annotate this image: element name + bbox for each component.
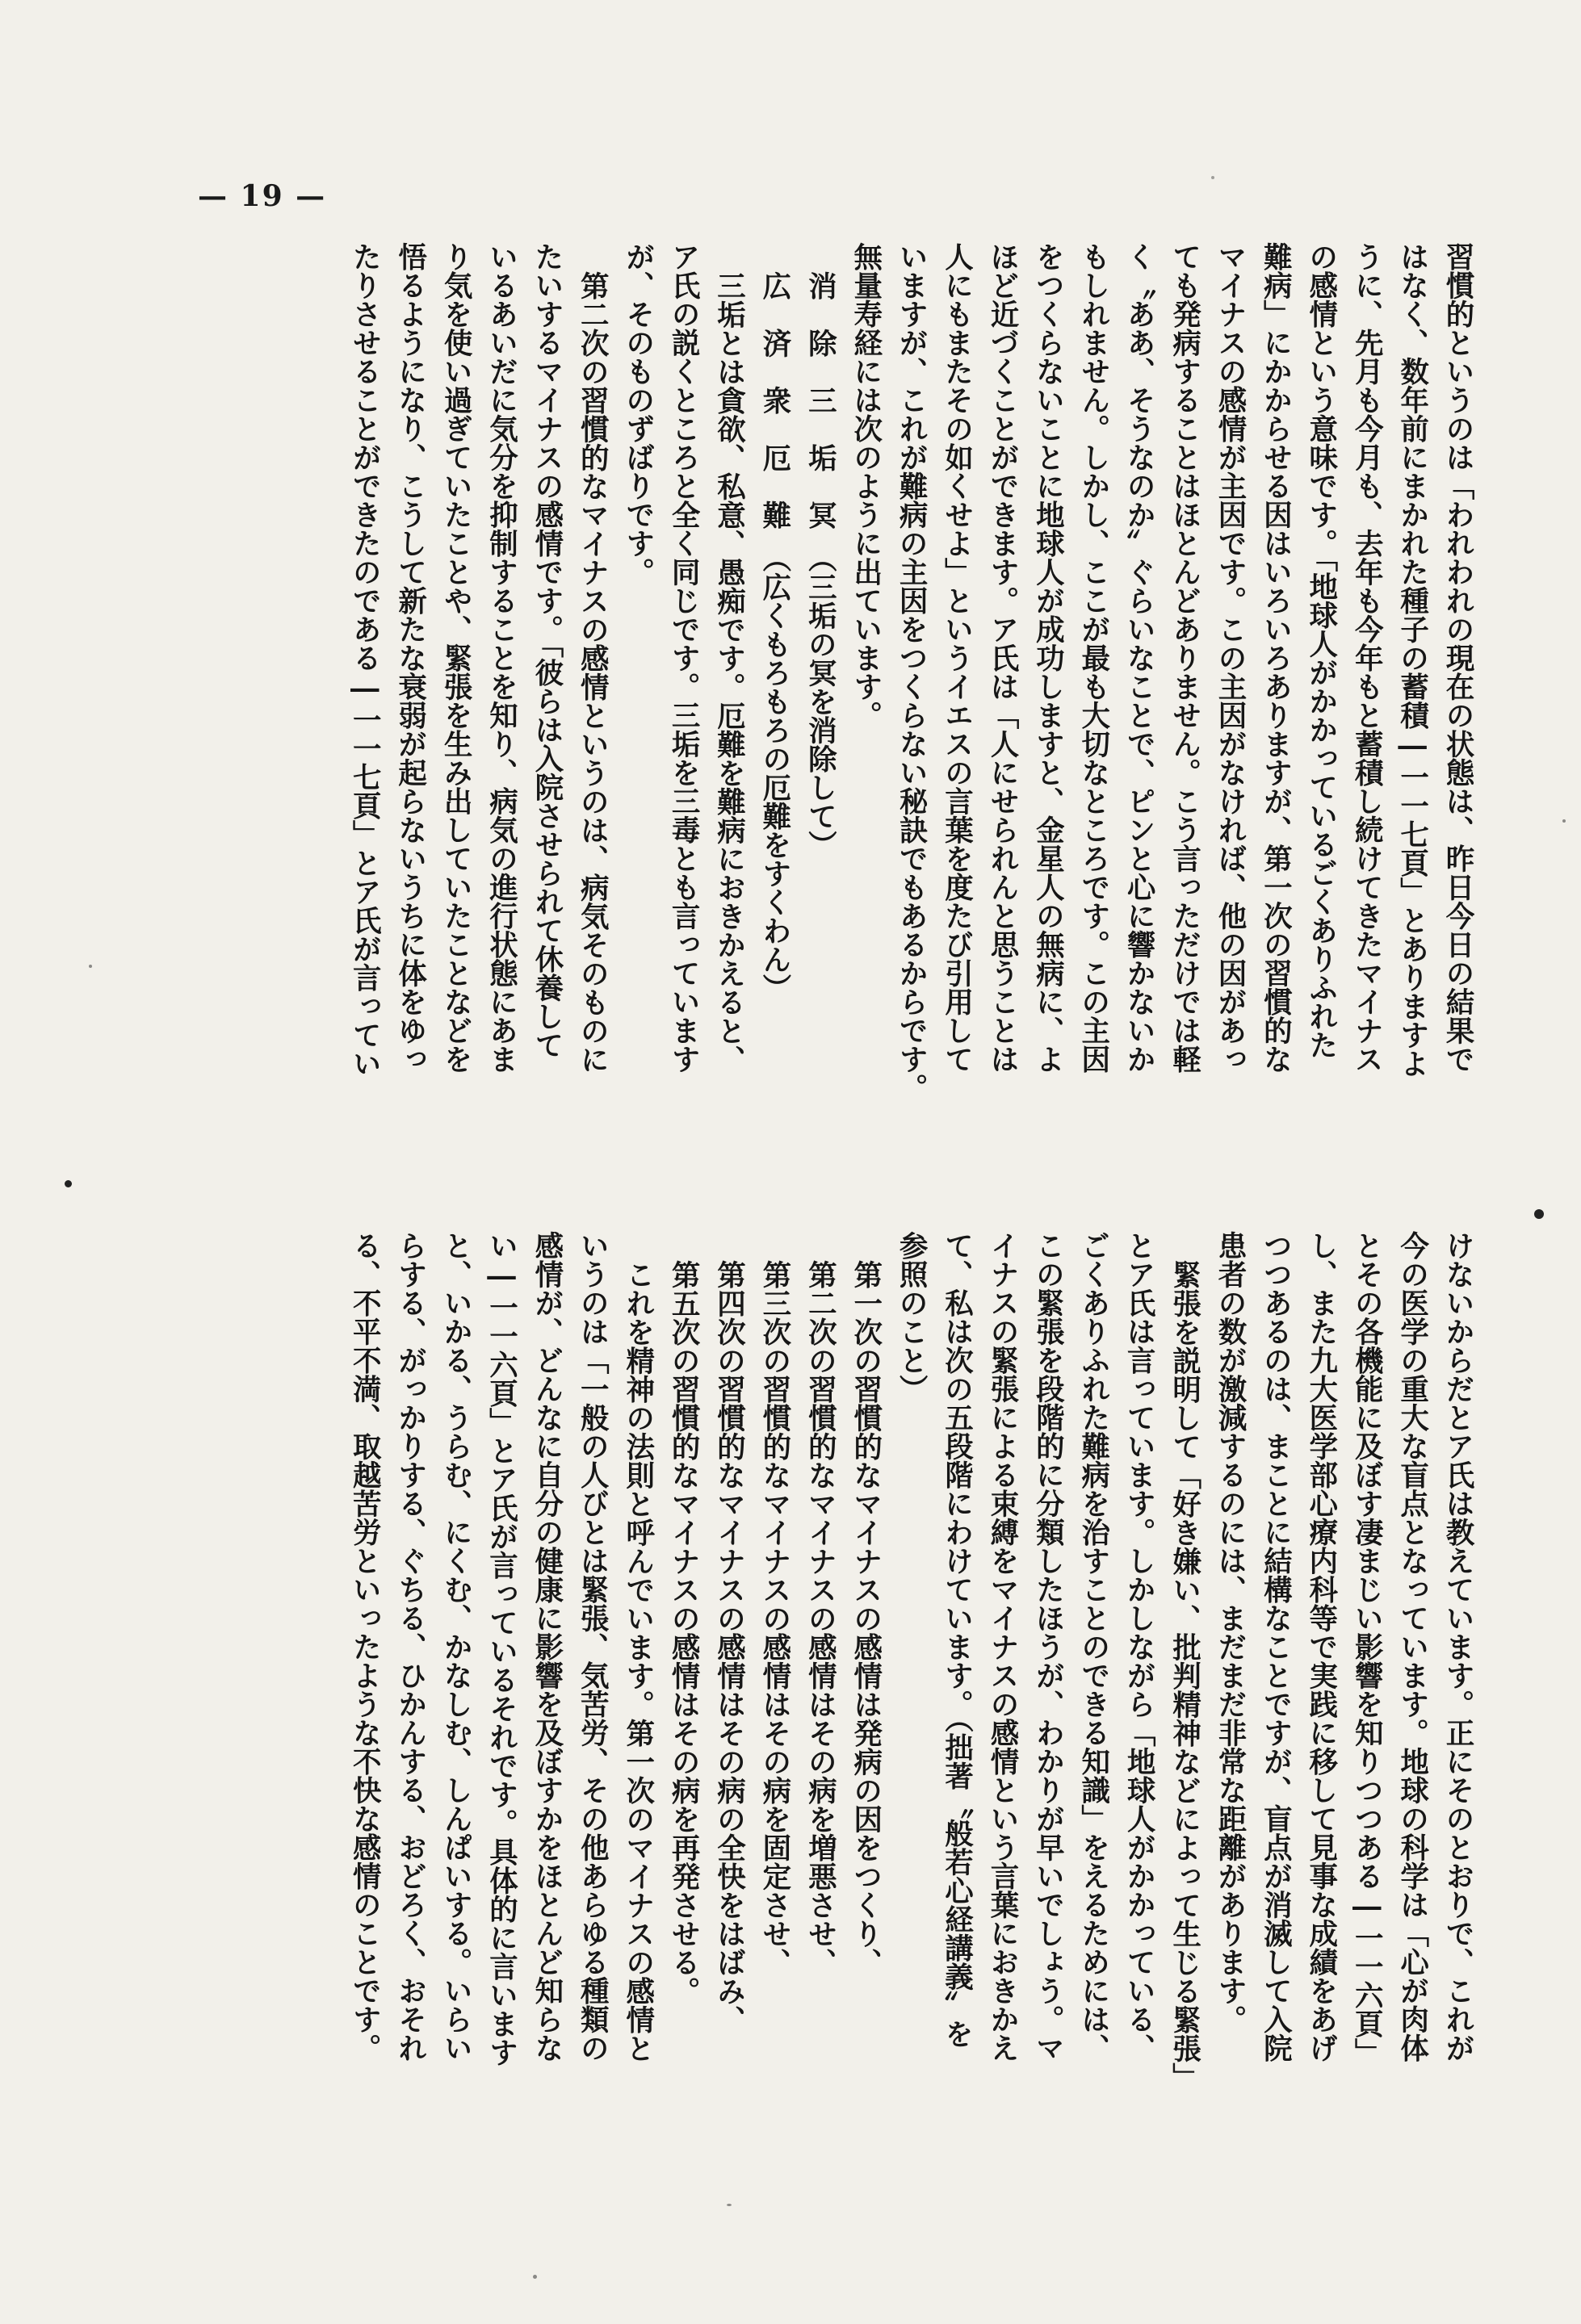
text-line: て、私は次の五段階にわけています。（拙著〝般若心経講義〟を <box>940 1231 974 2048</box>
text-line: く〝ああ、そうなのか〟ぐらいなことで、ピンと心に響かないか <box>1122 242 1156 1074</box>
text-line: ごくありふれた難病を治すことのできる知識」をえるためには、 <box>1076 1231 1110 2062</box>
text-line: ア氏の説くところと全く同じです。三垢を三毒とも言っています <box>667 242 701 1074</box>
sutra-quote-line: 広 済 衆 厄 難 （広くもろもろの厄難をすくわん） <box>757 270 791 1002</box>
text-line: これを精神の法則と呼んでいます。第一次のマイナスの感情と <box>621 1259 655 2062</box>
text-line: ほど近づくことができます。ア氏は「人にせられんと思うことは <box>985 242 1019 1074</box>
text-line: と、いかる、うらむ、にくむ、かなしむ、しんぱいする。いらい <box>439 1231 473 2062</box>
text-line: 患者の数が激減するのには、まだまだ非常な距離があります。 <box>1213 1231 1247 2033</box>
text-line: たいするマイナスの感情です。「彼らは入院させられて休養して <box>530 242 564 1059</box>
law-list-item: 第二次の習慣的なマイナスの感情はその病を増悪させ、 <box>803 1259 837 1976</box>
text-line: の感情という意味です。「地球人がかかっているごくありふれた <box>1304 242 1338 1059</box>
law-list-item: 第一次の習慣的なマイナスの感情は発病の因をつくり、 <box>849 1259 883 1976</box>
text-line: とその各機能に及ぼす凄まじい影響を知りつつある―一一六頁」 <box>1350 1231 1384 2066</box>
text-line: たりさせることができたのである―一一七頁」とア氏が言ってい <box>348 242 382 1078</box>
text-line: 参照のこと） <box>895 1231 929 1403</box>
scan-speck <box>727 2204 732 2206</box>
text-line: この緊張を段階的に分類したほうが、わかりが早いでしょう。マ <box>1031 1231 1065 2062</box>
text-line: いるあいだに気分を抑制することを知り、病気の進行状態にあま <box>484 242 518 1074</box>
lower-text-block <box>107 1231 1480 2184</box>
text-line: マイナスの感情が主因です。この主因がなければ、他の因があっ <box>1213 242 1247 1074</box>
text-line: いうのは「一般の人びとは緊張、気苦労、その他あらゆる種類の <box>576 1231 610 2062</box>
text-line: 今の医学の重大な盲点となっています。地球の科学は「心が肉体 <box>1395 1231 1429 2062</box>
scan-speck <box>533 2275 537 2279</box>
text-line: けないからだとア氏は教えています。正にそのとおりで、これが <box>1441 1231 1474 2062</box>
text-line: つつあるのは、まことに結構なことですが、盲点が消滅して入院 <box>1259 1231 1293 2062</box>
text-line: とア氏は言っています。しかしながら「地球人がかかっている、 <box>1122 1231 1156 2062</box>
sutra-quote-line: 消 除 三 垢 冥 （三垢の冥を消除して） <box>803 270 837 859</box>
text-line: 緊張を説明して「好き嫌い、批判精神などによって生じる緊張」 <box>1168 1259 1201 2091</box>
text-line: はなく、数年前にまかれた種子の蓄積―一一七頁」とありますよ <box>1395 242 1429 1078</box>
text-line: ても発病することはほとんどありません。こう言っただけでは軽 <box>1168 242 1201 1074</box>
text-line: い―一一六頁」とア氏が言っているそれです。具体的に言います <box>484 1231 518 2066</box>
text-line: る、不平不満、取越苦労といったような不快な感情のことです。 <box>348 1231 382 2062</box>
text-line: 第二次の習慣的なマイナスの感情というのは、病気そのものに <box>576 270 610 1074</box>
text-line: が、そのものずばりです。 <box>621 242 655 586</box>
scan-speck <box>65 1180 72 1187</box>
text-line: 三垢とは貪欲、私意、愚痴です。厄難を難病におきかえると、 <box>712 270 746 1074</box>
scan-speck <box>1562 819 1566 823</box>
text-line: 人にもまたその如くせよ」というイエスの言葉を度たび引用して <box>940 242 974 1074</box>
scan-speck <box>89 965 92 968</box>
text-line: 習慣的というのは「われわれの現在の状態は、昨日今日の結果で <box>1441 242 1474 1074</box>
text-line: 悟るようになり、こうして新たな衰弱が起らないうちに体をゆっ <box>393 242 427 1074</box>
law-list-item: 第五次の習慣的なマイナスの感情はその病を再発させる。 <box>667 1259 701 2005</box>
law-list-item: 第三次の習慣的なマイナスの感情はその病を固定させ、 <box>757 1259 791 1976</box>
text-line: いますが、これが難病の主因をつくらない秘訣でもあるからです。 <box>895 242 929 1102</box>
scan-speck <box>1534 1209 1544 1219</box>
text-line: イナスの緊張による束縛をマイナスの感情という言葉におきかえ <box>985 1231 1019 2062</box>
upper-text-block <box>107 242 1480 1203</box>
text-line: らする、がっかりする、ぐちる、ひかんする、おどろく、おそれ <box>393 1231 427 2062</box>
text-line: もしれません。しかし、ここが最も大切なところです。この主因 <box>1076 242 1110 1074</box>
law-list-item: 第四次の習慣的なマイナスの感情はその病の全快をはばみ、 <box>712 1259 746 2033</box>
scan-speck <box>1211 176 1214 179</box>
text-line: し、また九大医学部心療内科等で実践に移して見事な成績をあげ <box>1304 1231 1338 2062</box>
text-line: 感情が、どんなに自分の健康に影響を及ぼすかをほとんど知らな <box>530 1231 564 2062</box>
text-line: うに、先月も今月も、去年も今年もと蓄積し続けてきたマイナス <box>1350 242 1384 1074</box>
text-line: をつくらないことに地球人が成功しますと、金星人の無病に、よ <box>1031 242 1065 1074</box>
text-line: 無量寿経には次のように出ています。 <box>849 242 883 730</box>
text-line: 難病」にかからせる因はいろいろありますが、第一次の習慣的な <box>1259 242 1293 1074</box>
text-line: り気を使い過ぎていたことや、緊張を生み出していたことなどを <box>439 242 473 1074</box>
page-number: — 19 — <box>198 179 327 213</box>
